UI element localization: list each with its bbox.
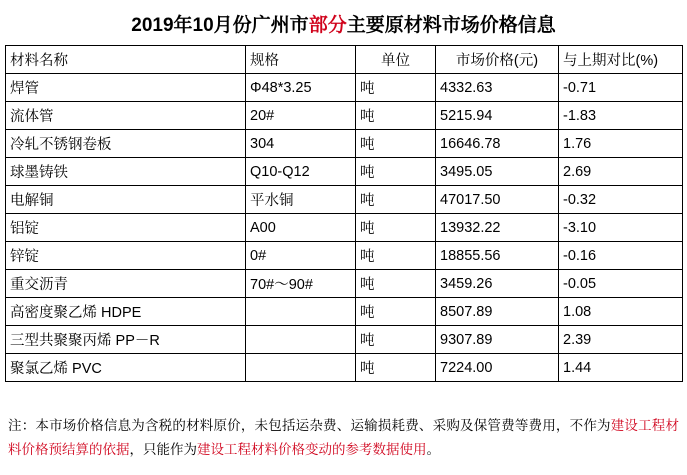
cell-price: 18855.56 <box>436 242 559 270</box>
cell-unit: 吨 <box>356 298 436 326</box>
cell-price: 4332.63 <box>436 74 559 102</box>
header-compare: 与上期对比(%) <box>559 46 683 74</box>
cell-unit: 吨 <box>356 270 436 298</box>
cell-compare: 1.76 <box>559 130 683 158</box>
cell-unit: 吨 <box>356 326 436 354</box>
title-suffix: 主要原材料市场价格信息 <box>346 15 556 36</box>
footnote-line2-a: 作为 <box>583 418 611 433</box>
table-row <box>6 130 683 158</box>
cell-compare: -3.10 <box>559 214 683 242</box>
cell-price: 3495.05 <box>436 158 559 186</box>
header-unit: 单位 <box>356 46 436 74</box>
title-prefix: 2019年10月份广州市 <box>131 15 309 36</box>
page-title <box>0 0 687 45</box>
material-price-table <box>5 45 683 382</box>
cell-spec <box>246 354 356 382</box>
table-row <box>6 242 683 270</box>
table-row <box>6 298 683 326</box>
footnote-line2-c: 。 <box>426 442 440 457</box>
cell-unit: 吨 <box>356 102 436 130</box>
cell-material-name: 铝锭 <box>6 214 246 242</box>
cell-spec: Q10-Q12 <box>246 158 356 186</box>
table-row <box>6 102 683 130</box>
cell-material-name: 流体管 <box>6 102 246 130</box>
footnote <box>8 414 679 462</box>
cell-compare: -0.71 <box>559 74 683 102</box>
table-row <box>6 74 683 102</box>
cell-price: 13932.22 <box>436 214 559 242</box>
cell-spec: A00 <box>246 214 356 242</box>
table-row <box>6 326 683 354</box>
cell-compare: 1.44 <box>559 354 683 382</box>
header-spec: 规格 <box>246 46 356 74</box>
footnote-accent-1: 建设工程材料价格预结算的依据 <box>8 418 680 457</box>
title-accent: 部分 <box>308 15 347 36</box>
cell-spec: 304 <box>246 130 356 158</box>
cell-compare: -1.83 <box>559 102 683 130</box>
cell-compare: -0.32 <box>559 186 683 214</box>
cell-material-name: 冷轧不锈钢卷板 <box>6 130 246 158</box>
table-header-row <box>6 46 683 74</box>
cell-unit: 吨 <box>356 130 436 158</box>
cell-unit: 吨 <box>356 214 436 242</box>
footnote-line2-b: ，只能作为 <box>129 442 197 457</box>
cell-price: 8507.89 <box>436 298 559 326</box>
cell-unit: 吨 <box>356 74 436 102</box>
cell-material-name: 焊管 <box>6 74 246 102</box>
header-market-price: 市场价格(元) <box>436 46 559 74</box>
cell-spec: 70#～90# <box>246 270 356 298</box>
cell-unit: 吨 <box>356 242 436 270</box>
cell-spec: 0# <box>246 242 356 270</box>
cell-material-name: 三型共聚聚丙烯 PP－R <box>6 326 246 354</box>
table-row <box>6 354 683 382</box>
cell-compare: 2.69 <box>559 158 683 186</box>
cell-material-name: 聚氯乙烯 PVC <box>6 354 246 382</box>
table-row <box>6 214 683 242</box>
cell-material-name: 电解铜 <box>6 186 246 214</box>
cell-unit: 吨 <box>356 158 436 186</box>
cell-price: 3459.26 <box>436 270 559 298</box>
table-row <box>6 158 683 186</box>
cell-material-name: 重交沥青 <box>6 270 246 298</box>
cell-price: 7224.00 <box>436 354 559 382</box>
cell-unit: 吨 <box>356 186 436 214</box>
cell-spec: 20# <box>246 102 356 130</box>
cell-material-name: 球墨铸铁 <box>6 158 246 186</box>
cell-compare: 1.08 <box>559 298 683 326</box>
cell-compare: -0.05 <box>559 270 683 298</box>
cell-price: 9307.89 <box>436 326 559 354</box>
cell-price: 16646.78 <box>436 130 559 158</box>
cell-spec: Φ48*3.25 <box>246 74 356 102</box>
cell-spec <box>246 326 356 354</box>
footnote-line1: 注：本市场价格信息为含税的材料原价，未包括运杂费、运输损耗费、采购及保管费等费用，不 <box>8 418 584 433</box>
cell-price: 47017.50 <box>436 186 559 214</box>
header-material-name: 材料名称 <box>6 46 246 74</box>
footnote-accent-2: 建设工程材料价格变动的参考数据使用 <box>197 442 427 457</box>
table-row <box>6 270 683 298</box>
cell-price: 5215.94 <box>436 102 559 130</box>
cell-material-name: 锌锭 <box>6 242 246 270</box>
cell-compare: 2.39 <box>559 326 683 354</box>
cell-material-name: 高密度聚乙烯 HDPE <box>6 298 246 326</box>
cell-unit: 吨 <box>356 354 436 382</box>
table-row <box>6 186 683 214</box>
cell-spec <box>246 298 356 326</box>
cell-compare: -0.16 <box>559 242 683 270</box>
cell-spec: 平水铜 <box>246 186 356 214</box>
